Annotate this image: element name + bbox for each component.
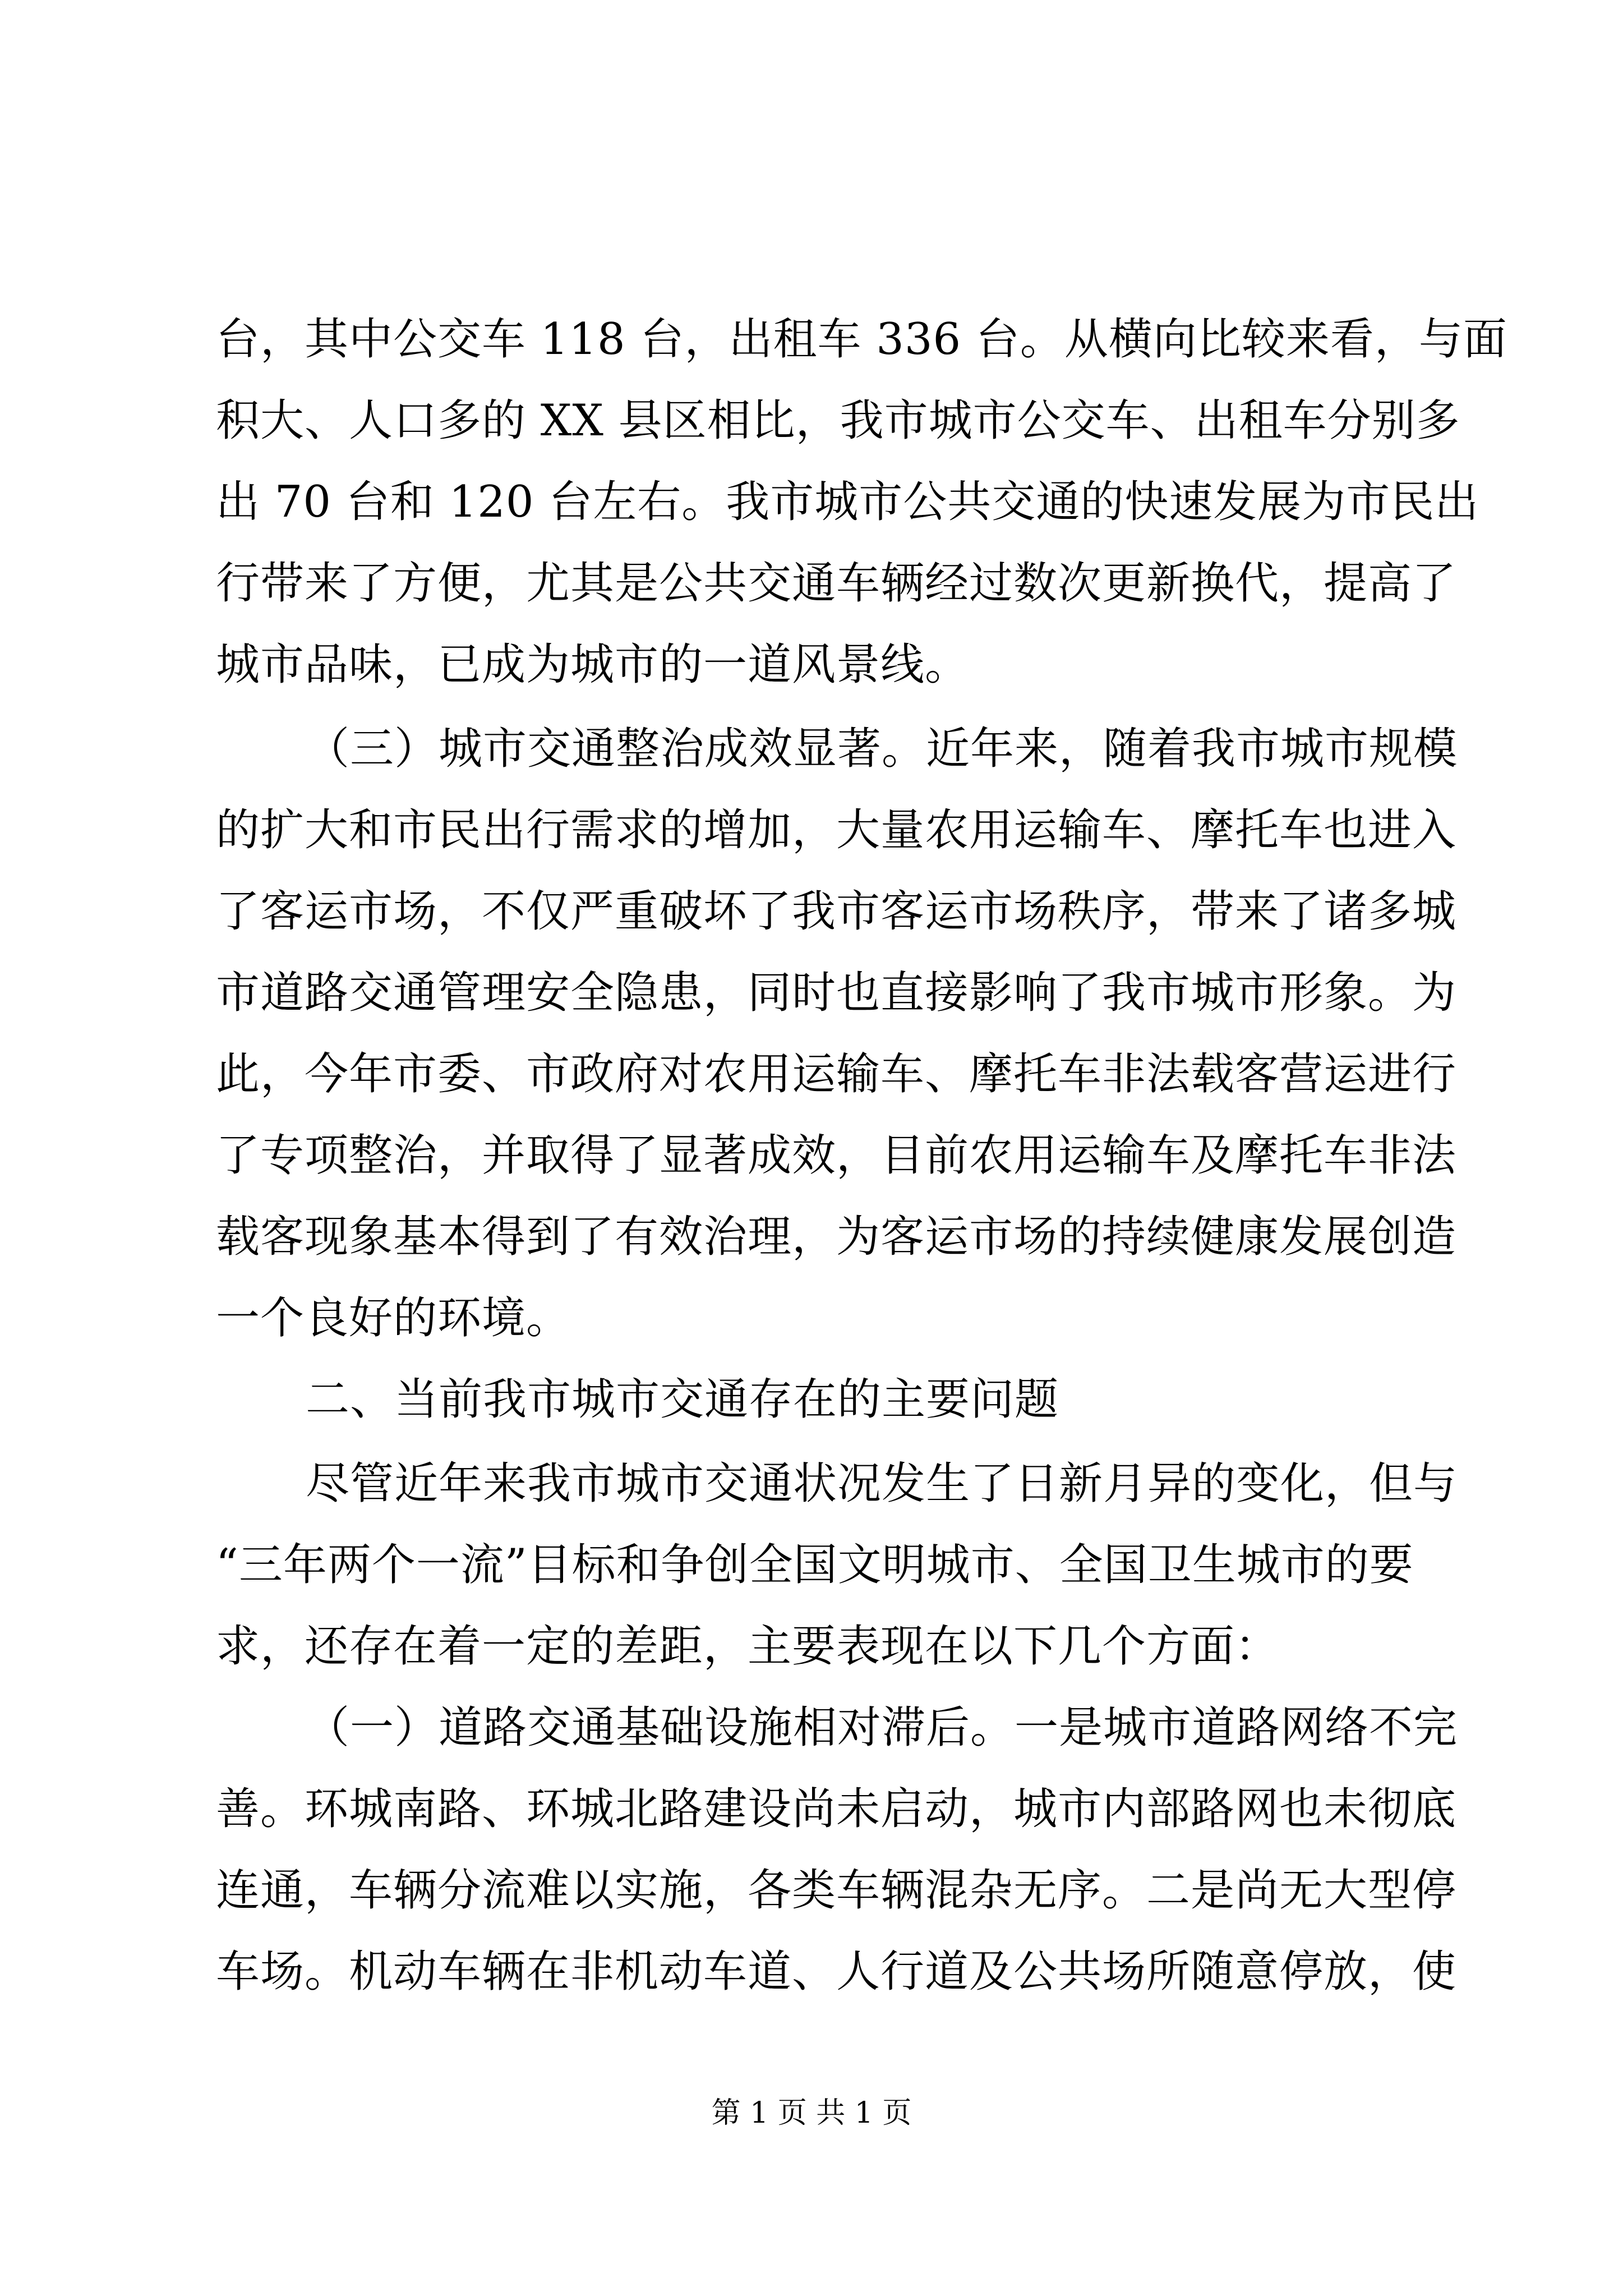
text-line: 出 70 台和 120 台左右。我市城市公共交通的快速发展为市民出	[216, 477, 1479, 527]
text-line: 一个良好的环境。	[216, 1293, 571, 1343]
text-line: 车场。机动车辆在非机动车道、人行道及公共场所随意停放，使	[216, 1947, 1457, 1997]
section-heading: 二、当前我市城市交通存在的主要问题	[306, 1374, 1059, 1425]
text-line: （三）城市交通整治成效显著。近年来，随着我市城市规模	[306, 724, 1458, 774]
text-line: 了专项整治，并取得了显著成效，目前农用运输车及摩托车非法	[216, 1130, 1457, 1181]
text-line: 善。环城南路、环城北路建设尚未启动，城市内部路网也未彻底	[216, 1784, 1457, 1834]
text-line: 载客现象基本得到了有效治理，为客运市场的持续健康发展创造	[216, 1212, 1457, 1262]
text-line: （一）道路交通基础设施相对滞后。一是城市道路网络不完	[306, 1703, 1458, 1753]
text-line: 连通，车辆分流难以实施，各类车辆混杂无序。二是尚无大型停	[216, 1865, 1457, 1916]
text-line: 求，还存在着一定的差距，主要表现在以下几个方面：	[216, 1621, 1280, 1672]
page-number-footer: 第 1 页 共 1 页	[711, 2096, 912, 2130]
text-line: 市道路交通管理安全隐患，同时也直接影响了我市城市形象。为	[216, 968, 1457, 1018]
text-line: 此，今年市委、市政府对农用运输车、摩托车非法载客营运进行	[216, 1049, 1457, 1099]
text-line: “三年两个一流”目标和争创全国文明城市、全国卫生城市的要	[216, 1540, 1414, 1590]
text-line: 了客运市场，不仅严重破坏了我市客运市场秩序，带来了诸多城	[216, 886, 1457, 937]
text-line: 的扩大和市民出行需求的增加，大量农用运输车、摩托车也进入	[216, 805, 1457, 855]
text-line: 尽管近年来我市城市交通状况发生了日新月异的变化，但与	[306, 1458, 1458, 1509]
text-line: 台，其中公交车 118 台，出租车 336 台。从横向比较来看，与面	[216, 314, 1507, 365]
text-line: 行带来了方便，尤其是公共交通车辆经过数次更新换代，提高了	[216, 558, 1457, 609]
text-line: 城市品味，已成为城市的一道风景线。	[216, 639, 970, 690]
text-line: 积大、人口多的 XX 县区相比，我市城市公交车、出租车分别多	[216, 395, 1460, 446]
